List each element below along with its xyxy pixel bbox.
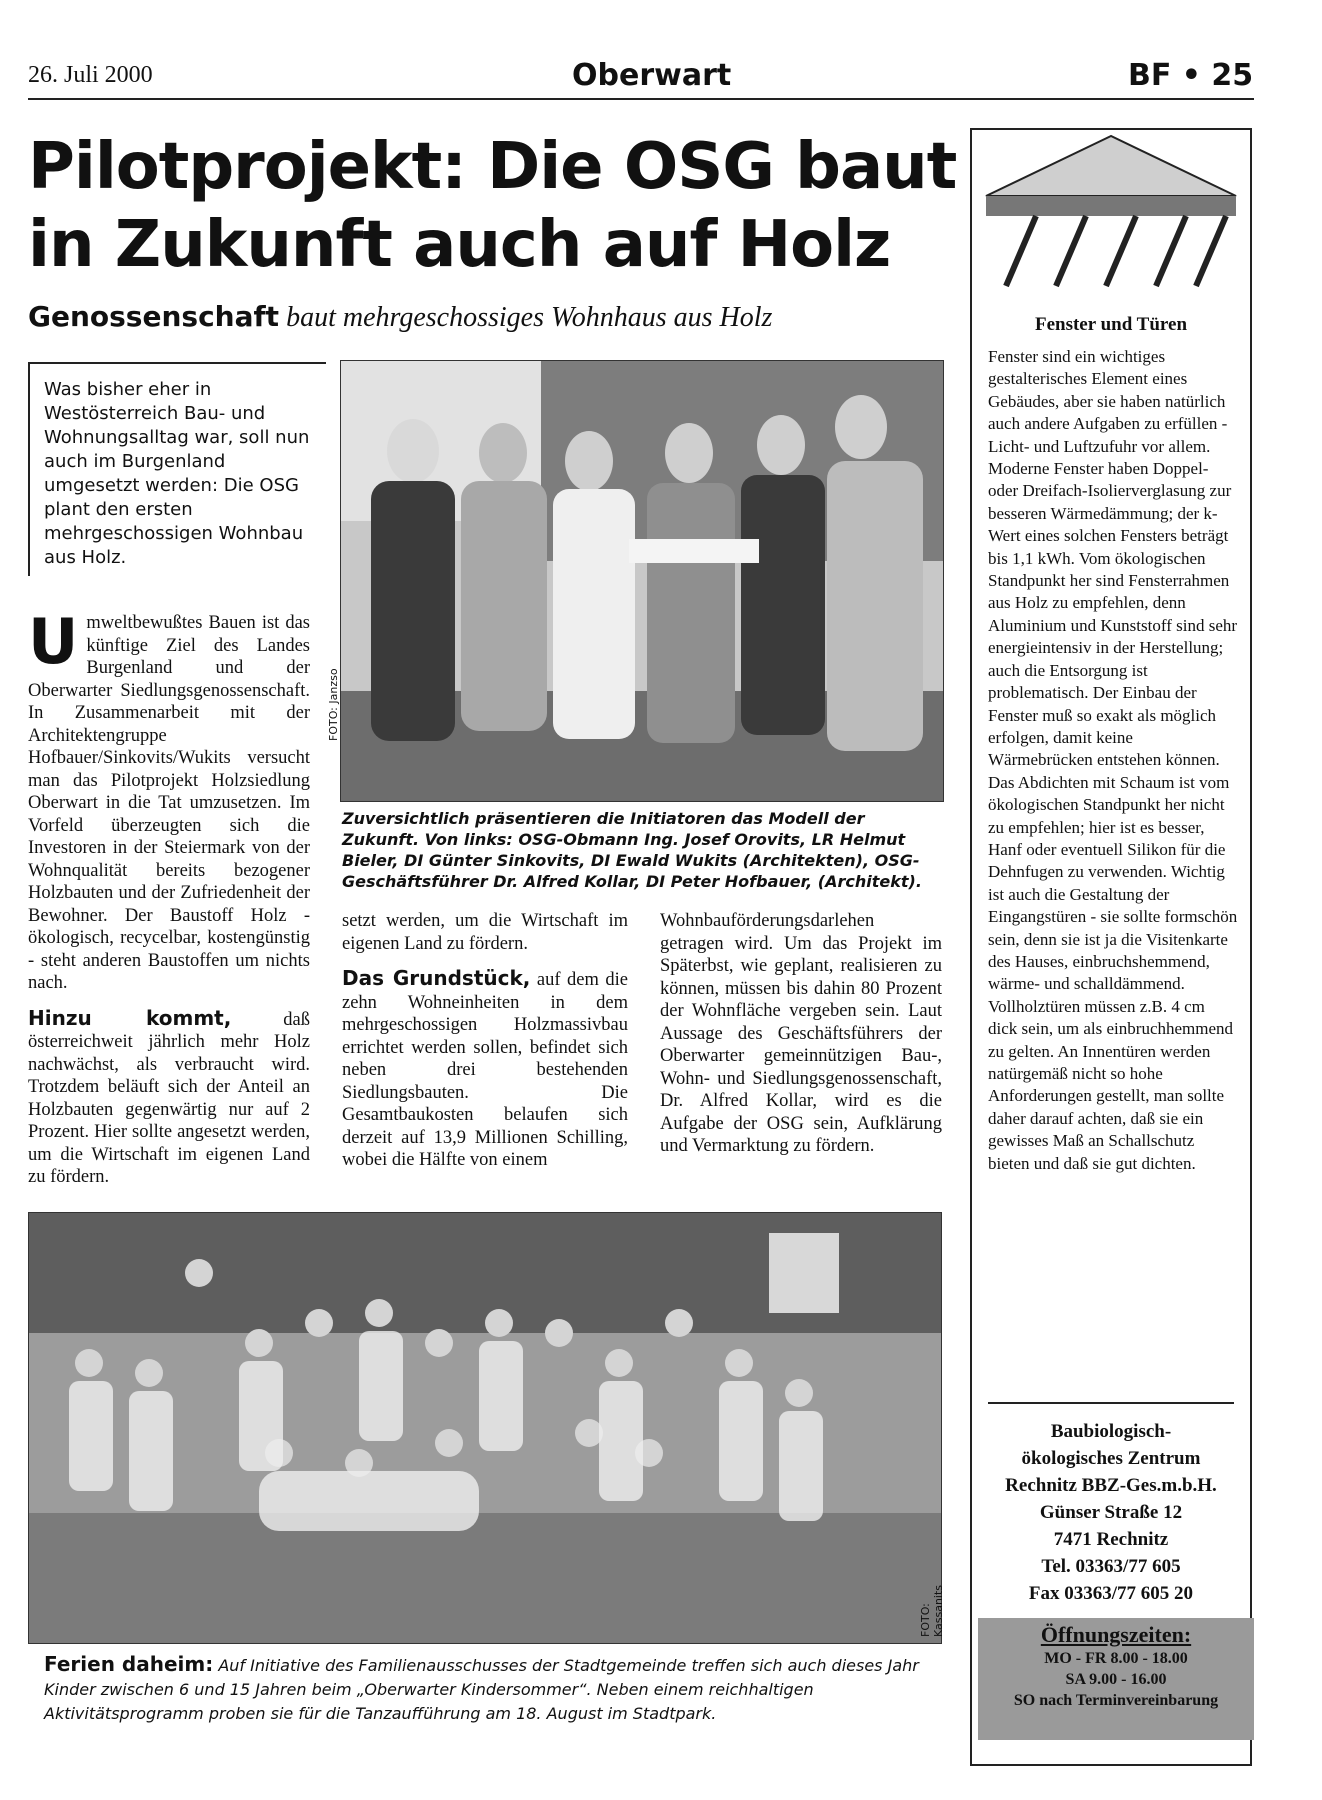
article-column-2 <box>342 910 628 1172</box>
opening-hours-line: MO - FR 8.00 - 18.00 <box>1044 1650 1188 1667</box>
ferien-caption-head: Ferien daheim: <box>44 1652 214 1676</box>
sidebar-title: Fenster und Türen <box>1034 314 1188 335</box>
photo-ferien-credit-text: FOTO: Kassanits <box>919 1584 945 1637</box>
paragraph-2-text: daß österreichweit jährlich mehr Holz nachwächst, als verbraucht wird. Trotzdem beläuft sich der Anteil an Holzbauten gegenwärtig nur auf 2 Prozent. Hier sollte angesetzt werden, um die Wirtschaft im eigenen Land zu fördern. <box>28 1009 311 1187</box>
subhead-grundstueck: Das Grundstück, <box>342 966 531 990</box>
address-line: 7471 Rechnitz <box>1053 1529 1169 1550</box>
address-line: Tel. 03363/77 605 <box>1041 1556 1181 1577</box>
opening-hours-title: Öffnungszeiten: <box>1040 1622 1192 1647</box>
subheadline-rest: baut mehrgeschossiges Wohnhaus aus Holz <box>286 302 773 333</box>
sidebar-body: Fenster sind ein wichtiges gestalterisches Element eines Gebäudes, aber sie haben natürlich auch andere Aufgaben zu erfüllen - Licht- und Luftzufuhr vor allem. Moderne Fenster haben Doppel- oder Dreifach-Isolierverglasung zur besseren Wärmedämmung; der k-Wert eines solchen Fensters beträgt bis 1,1 kWh. Vom ökologischen Standpunkt her sind Fensterrahmen aus Holz zu empfehlen, denn Aluminium und Kunststoff sind sehr energieintensiv in der Herstellung; auch die Entsorgung ist problematisch. Der Einbau der Fenster muß so exakt als möglich erfolgen, damit keine Wärmebrücken entstehen können. Das Abdichten mit Schaum ist vom ökologischen Standpunkt her nicht zu empfehlen; hier ist es besser, Hanf oder eventuell Silikon für die Dehnfugen zu verwenden. Wichtig ist auch die Gestaltung der Eingangstüren - sie sollte formschön sein, denn sie ist ja die Visitenkarte des Hauses, einbruchshemmend, wärme- und schalldämmend. Vollholztüren müssen z.B. 4 cm dick sein, um als einbruchhemmend zu gelten. An Innentüren werden natürgemäß nicht so hohe Anforderungen gestellt, man sollte daher darauf achten, daß sie ein gewisses Maß an Schallschutz bieten und daß sie gut dichten. <box>988 347 1238 1173</box>
subheadline-lead: Genossenschaft <box>28 300 280 333</box>
issue-date: 26. Juli 2000 <box>28 62 153 88</box>
photo-initiators-image <box>341 361 943 801</box>
photo-initiators-credit-text: FOTO: Janzso <box>327 668 340 741</box>
dropcap: U <box>28 605 79 678</box>
photo-initiators <box>327 360 944 802</box>
address-line: Günser Straße 12 <box>1039 1502 1183 1523</box>
address-line: Fax 03363/77 605 20 <box>1028 1583 1194 1604</box>
photo-initiators-caption: Zuversichtlich präsentieren die Initiatoren das Modell der Zukunft. Von links: OSG-Obmann Ing. Josef Orovits, LR Helmut Bieler, DI Günter Sinkovits, DI Ewald Wukits (Architekten), OSG-Geschäftsführer Dr. Alfred Kollar, DI Peter Hofbauer, (Architekt). <box>342 809 922 891</box>
address-line: Rechnitz BBZ-Ges.m.b.H. <box>1005 1475 1217 1496</box>
photo-ferien <box>28 1212 945 1644</box>
paragraph-4: Wohnbauförderungsdarlehen getragen wird. Um das Projekt im Späterbst, wie geplant, realisieren zu können, müssen bis dahin 80 Prozent der Wohnfläche vergeben sein. Laut Aussage des Geschäftsführers der Oberwarter gemeinnützigen Bau-, Wohn- und Siedlungsgenossenschaft, Dr. Alfred Kollar, wird es die Aufgabe der OSG sein, Aufklärung und Vermarktung zu fördern. <box>660 911 942 1156</box>
photo-ferien-image <box>29 1213 941 1643</box>
paragraph-2-cont: setzt werden, um die Wirtschaft im eigenen Land zu fördern. <box>342 911 628 954</box>
article-column-3 <box>660 910 942 1158</box>
subhead-hinzu: Hinzu kommt, <box>28 1005 232 1030</box>
page-number: BF • 25 <box>1128 58 1254 93</box>
bbz-logo-graphic <box>986 136 1236 296</box>
bbz-logo <box>986 136 1236 296</box>
opening-hours-line: SO nach Terminvereinbarung <box>1013 1692 1219 1709</box>
paragraph-3 <box>342 967 628 1172</box>
subheadline <box>28 300 958 334</box>
paragraph-3-text: auf dem die zehn Wohneinheiten in dem mehrgeschossigen Holzmassivbau errichtet werden sollen, befindet sich neben drei bestehenden Siedlungsbauten. Die Gesamtbaukosten belaufen sich derzeit auf 13,9 Millionen Schilling, wobei die Hälfte von einem <box>342 970 629 1170</box>
ferien-caption-text: Auf Initiative des Familienausschusses der Stadtgemeinde treffen sich auch dieses Jahr Kinder zwischen 6 und 15 Jahren beim „Oberwarter Kindersommer“. Neben einem reichhaltigen Aktivitätsprogramm proben sie für die Tanzaufführung am 18. August im Stadtpark. <box>44 1656 919 1723</box>
photo-ferien-credit <box>919 1585 945 1637</box>
section-title: Oberwart <box>572 58 732 93</box>
paragraph-1: mweltbewußtes Bauen ist das künftige Ziel des Landes Burgenland und der Oberwarter Siedlungsgenossenschaft. In Zusammenarbeit mit der Architektengruppe Hofbauer/Sinkovits/Wukits versucht man das Pilotprojekt Holzsiedlung Oberwart in die Tat umzusetzen. Im Vorfeld überzeugten sich die Investoren in der Steiermark von der Wohnqualität bereits bezogener Holzbauten und der Zufriedenheit der Bewohner. Der Baustoff Holz - ökologisch, recycelbar, kostengünstig - steht anderen Baustoffen um nichts nach. <box>28 613 310 993</box>
address-line: ökologisches Zentrum <box>1021 1448 1201 1469</box>
header-rule <box>28 98 1254 100</box>
opening-hours-line: SA 9.00 - 16.00 <box>1065 1671 1167 1688</box>
sidebar-address <box>970 1418 1252 1607</box>
lead-paragraph: Was bisher eher in Westösterreich Bau- und Wohnungsalltag war, soll nun auch im Burgenland umgesetzt werden: Die OSG plant den ersten mehrgeschossigen Wohnbau aus Holz. <box>28 362 326 576</box>
address-line: Baubiologisch- <box>1050 1421 1172 1442</box>
headline: Pilotprojekt: Die OSG baut in Zukunft auch auf Holz <box>28 130 957 282</box>
paragraph-2 <box>28 1007 310 1189</box>
photo-ferien-caption <box>44 1652 934 1726</box>
opening-hours <box>978 1618 1254 1740</box>
sidebar-rule <box>988 1402 1234 1404</box>
photo-initiators-credit <box>327 668 340 741</box>
article-column-1 <box>28 605 311 1189</box>
